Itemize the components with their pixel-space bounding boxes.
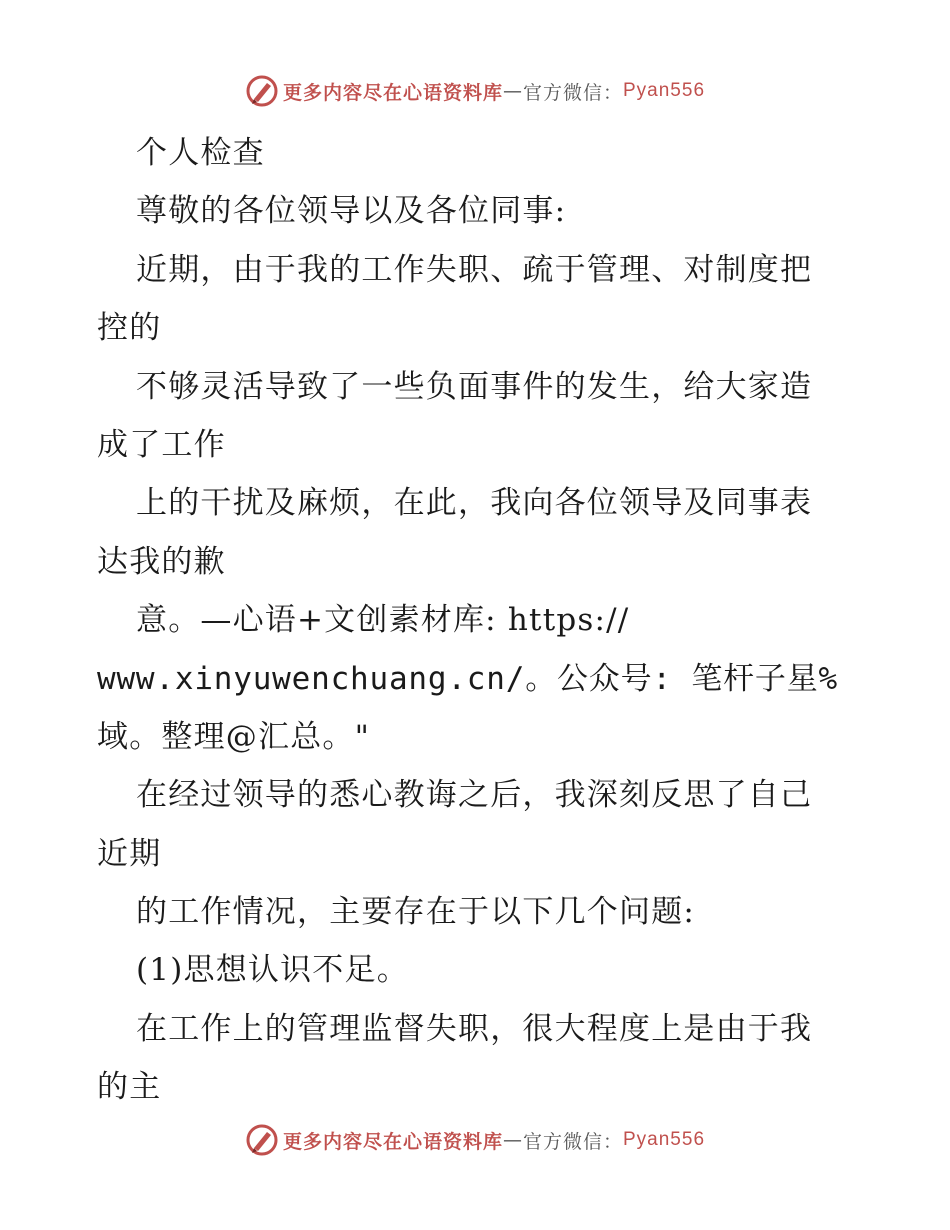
text-line: 上的干扰及麻烦，在此，我向各位领导及同事表 xyxy=(136,485,813,522)
text-line: 的主 xyxy=(97,1069,162,1106)
text-line: 意。—心语+文创素材库: https:// xyxy=(136,602,630,639)
text-line: 达我的歉 xyxy=(97,543,226,580)
pen-logo-icon xyxy=(245,74,279,108)
text-line: 在经过领导的悉心教诲之后，我深刻反思了自己 xyxy=(136,777,813,814)
banner-sub-text: 官方微信： xyxy=(522,81,623,104)
header-banner xyxy=(0,71,950,111)
text-line: 近期，由于我的工作失职、疏于管理、对制度把 xyxy=(136,251,813,288)
text-line: 的工作情况，主要存在于以下几个问题: xyxy=(136,894,696,931)
text-line: 控的 xyxy=(97,310,162,347)
banner-main-text: 更多内容尽在心语资料库 xyxy=(282,81,503,104)
banner-wechat-id: Pyan556 xyxy=(623,1129,706,1150)
text-line: (1)思想认识不足。 xyxy=(136,952,409,989)
banner-dash: — xyxy=(502,80,523,102)
footer-banner xyxy=(0,1120,950,1160)
text-line: 尊敬的各位领导以及各位同事: xyxy=(136,193,567,230)
text-line: 域。整理@汇总。" xyxy=(97,718,371,755)
text-line: 成了工作 xyxy=(97,426,226,463)
text-line: 近期 xyxy=(97,835,162,872)
banner-dash: — xyxy=(502,1129,523,1151)
pen-logo-icon xyxy=(245,1123,279,1157)
text-line: 不够灵活导致了一些负面事件的发生，给大家造 xyxy=(136,368,813,405)
banner-wechat-id: Pyan556 xyxy=(623,80,706,101)
text-line: 个人检查 xyxy=(136,135,265,171)
banner-sub-text: 官方微信： xyxy=(522,1130,623,1153)
text-line: www.xinyuwenchuang.cn/。公众号: 笔杆子星% xyxy=(97,660,838,697)
document-body xyxy=(97,124,857,1117)
text-line: 在工作上的管理监督失职，很大程度上是由于我 xyxy=(136,1010,813,1047)
banner-main-text: 更多内容尽在心语资料库 xyxy=(282,1130,503,1153)
